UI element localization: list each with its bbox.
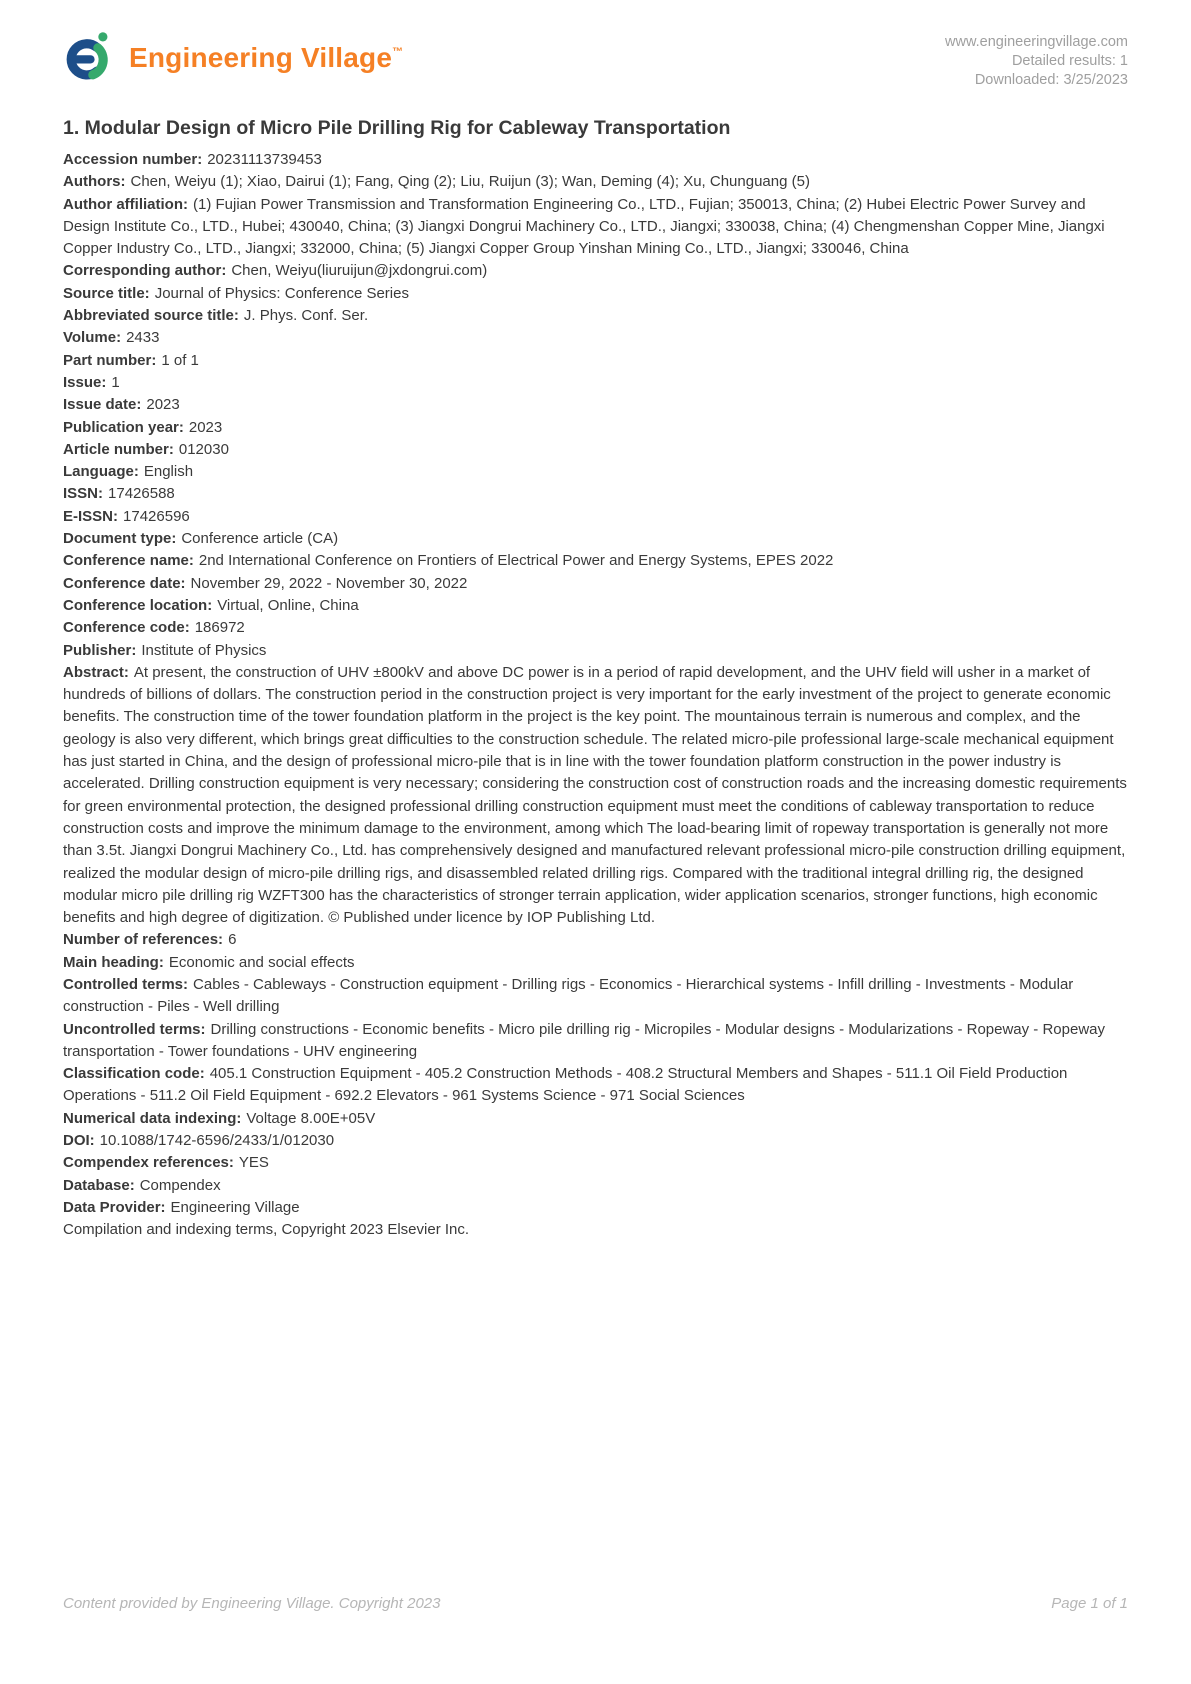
field-label: Uncontrolled terms: <box>63 1020 206 1038</box>
field-label: Controlled terms: <box>63 975 189 993</box>
field-label: ISSN: <box>63 485 104 503</box>
header-meta <box>945 30 1128 90</box>
trademark-symbol: ™ <box>392 45 404 58</box>
field-label: Number of references: <box>63 931 224 949</box>
field-label: Compendex references: <box>63 1154 234 1172</box>
field-corresponding-author <box>63 260 1128 282</box>
field-number-of-references <box>63 929 1128 951</box>
field-value: 17426588 <box>108 485 175 503</box>
field-numerical-data-indexing <box>63 1108 1128 1130</box>
field-value: 1 <box>111 373 120 391</box>
record-title: 1. Modular Design of Micro Pile Drilling Rig for Cableway Transportation <box>63 117 731 139</box>
field-label: Publisher: <box>63 641 137 659</box>
field-value: 10.1088/1742-6596/2433/1/012030 <box>99 1132 335 1150</box>
field-article-number <box>63 439 1128 461</box>
field-data-provider <box>63 1197 1128 1219</box>
field-abstract <box>63 662 1128 930</box>
field-issue <box>63 372 1128 394</box>
brand-text: Engineering Village <box>129 41 393 73</box>
field-publisher <box>63 640 1128 662</box>
field-label: Numerical data indexing: <box>63 1109 242 1127</box>
field-value: 6 <box>228 931 237 949</box>
field-doi <box>63 1130 1128 1152</box>
field-language <box>63 461 1128 483</box>
field-label: E-ISSN: <box>63 507 119 525</box>
field-label: Classification code: <box>63 1065 205 1083</box>
download-date: Downloaded: 3/25/2023 <box>974 72 1128 88</box>
brand-name <box>129 42 403 74</box>
field-value: Economic and social effects <box>168 953 355 971</box>
field-database <box>63 1175 1128 1197</box>
field-value: Chen, Weiyu(liuruijun@jxdongrui.com) <box>231 262 488 280</box>
field-value: Journal of Physics: Conference Series <box>154 284 409 302</box>
field-author-affiliation <box>63 194 1128 261</box>
field-part-number <box>63 350 1128 372</box>
ei-logo-icon <box>63 30 118 85</box>
field-value: 2023 <box>188 418 223 436</box>
field-label: Conference date: <box>63 574 186 592</box>
field-value: 20231113739453 <box>207 151 322 168</box>
record-detail <box>63 117 1128 1242</box>
field-label: Document type: <box>63 530 177 548</box>
field-value: 17426596 <box>123 507 190 525</box>
field-abbreviated-source-title <box>63 305 1128 327</box>
field-label: Article number: <box>63 440 174 458</box>
field-value: 2nd International Conference on Frontiers of Electrical Power and Energy Systems, EPES 2022 <box>198 552 834 570</box>
field-label: Conference location: <box>63 596 213 614</box>
field-conference-location <box>63 595 1128 617</box>
field-conference-code <box>63 617 1128 639</box>
field-value: 2023 <box>146 396 180 414</box>
field-label: Publication year: <box>63 418 184 436</box>
field-authors <box>63 171 1128 193</box>
page-header <box>63 30 1128 90</box>
field-label: Main heading: <box>63 953 164 971</box>
field-label: Database: <box>63 1176 135 1194</box>
field-value: Institute of Physics <box>141 641 267 659</box>
field-label: Abbreviated source title: <box>63 307 239 325</box>
field-value: At present, the construction of UHV ±800kV and above DC power is in a period of rapid development, and the UHV field will usher in a market of hundreds of billions of dollars. The construction period in the construction project is very important for the early investment of the project to generate economic benefits. The construction time of the tower foundation platform in the project is the key point. The mountainous terrain is numerous and complex, and the geology is also very different, which brings great difficulties to the construction schedule. The related micro-pile professional large-scale mechanical equipment has just started in China, and the design of professional micro-pile that is in line with the tower foundation platform construction in the power industry is accelerated. Drilling construction equipment is very necessary; considering the construction cost of construction roads and the increasing domestic requirements for green environmental protection, the designed professional drilling construction equipment must meet the conditions of cableway transportation to reduce construction costs and improve the minimum damage to the environment, among which The load-bearing limit of ropeway transportation is generally not more than 3.5t. Jiangxi Dongrui Machinery Co., Ltd. has comprehensively designed and manufactured relevant professional micro-pile construction drilling equipment, realized the modular design of micro-pile drilling rigs, and disassembled related drilling rigs. Compared with the traditional integral drilling rig, the designed modular micro pile drilling rig WZFT300 has the characteristics of stronger terrain application, wider application scenarios, stronger functions, high economic benefits and high degree of digitization. © Published under licence by IOP Publishing Ltd. <box>63 663 1127 927</box>
field-value: Voltage 8.00E+05V <box>246 1109 376 1127</box>
field-e-issn <box>63 506 1128 528</box>
field-publication-year <box>63 417 1128 439</box>
field-issn <box>63 483 1128 505</box>
field-label: Language: <box>63 463 139 481</box>
field-value: Cables - Cableways - Construction equipment - Drilling rigs - Economics - Hierarchical systems - Infill drilling - Investments - Modular construction - Piles - Well drilling <box>63 975 1074 1016</box>
field-conference-name <box>63 550 1128 572</box>
record-fields <box>63 149 1128 1219</box>
field-label: Data Provider: <box>63 1198 166 1216</box>
page-footer <box>63 1595 1128 1612</box>
field-value: YES <box>238 1154 269 1172</box>
footer-page-number: Page 1 of 1 <box>1051 1595 1128 1612</box>
field-label: Volume: <box>63 329 122 347</box>
compilation-note: Compilation and indexing terms, Copyright 2023 Elsevier Inc. <box>63 1221 470 1239</box>
field-label: Accession number: <box>63 151 203 168</box>
field-label: Corresponding author: <box>63 262 227 280</box>
field-label: Part number: <box>63 351 157 369</box>
field-label: Conference code: <box>63 619 190 637</box>
field-compendex-references <box>63 1152 1128 1174</box>
field-document-type <box>63 528 1128 550</box>
field-value: Virtual, Online, China <box>217 596 359 614</box>
field-controlled-terms <box>63 974 1128 1019</box>
field-label: Issue date: <box>63 396 142 414</box>
detailed-results-count: Detailed results: 1 <box>1011 53 1128 69</box>
field-label: Source title: <box>63 284 150 302</box>
field-conference-date <box>63 573 1128 595</box>
field-value: Engineering Village <box>170 1198 300 1216</box>
field-label: Conference name: <box>63 552 194 570</box>
field-label: Abstract: <box>63 663 129 681</box>
field-value: (1) Fujian Power Transmission and Transformation Engineering Co., LTD., Fujian; 350013, China; (2) Hubei Electric Power Survey and Design Institute Co., LTD., Hubei; 430040, China; (3) Jiangxi Dongrui Machinery Co., LTD., Jiangxi; 330038, China; (4) Chengmenshan Copper Mine, Jiangxi Copper Industry Co., LTD., Jiangxi; 332000, China; (5) Jiangxi Copper Group Yinshan Mining Co., LTD., Jiangxi; 330046, China <box>63 195 1105 258</box>
field-label: Issue: <box>63 373 107 391</box>
field-uncontrolled-terms <box>63 1019 1128 1064</box>
field-value: 405.1 Construction Equipment - 405.2 Construction Methods - 408.2 Structural Members and Shapes - 511.1 Oil Field Production Operations - 511.2 Oil Field Equipment - 692.2 Elevators - 961 Systems Science - 971 Social Sciences <box>63 1065 1068 1105</box>
field-value: English <box>143 463 194 481</box>
field-value: Chen, Weiyu (1); Xiao, Dairui (1); Fang, Qing (2); Liu, Ruijun (3); Wan, Deming (4); Xu, Chunguang (5) <box>130 173 810 191</box>
field-issue-date <box>63 394 1128 416</box>
field-label: Authors: <box>63 173 126 191</box>
field-accession-number <box>63 149 1128 171</box>
field-label: Author affiliation: <box>63 195 188 213</box>
field-value: 012030 <box>178 440 229 458</box>
field-volume <box>63 327 1128 349</box>
field-value: 1 of 1 <box>161 351 199 369</box>
field-classification-code <box>63 1063 1128 1108</box>
field-value: Drilling constructions - Economic benefits - Micro pile drilling rig - Micropiles - Modular designs - Modularizations - Ropeway - Ropeway transportation - Tower foundations - UHV engineering <box>63 1020 1106 1060</box>
field-value: 186972 <box>194 619 245 637</box>
footer-copyright: Content provided by Engineering Village. Copyright 2023 <box>63 1595 441 1612</box>
field-value: Compendex <box>139 1176 221 1194</box>
field-main-heading <box>63 952 1128 974</box>
field-source-title <box>63 283 1128 305</box>
field-label: DOI: <box>63 1132 95 1150</box>
site-url: www.engineeringvillage.com <box>945 34 1128 50</box>
field-value: Conference article (CA) <box>181 530 339 548</box>
engineering-village-logo <box>63 30 403 85</box>
field-value: 2433 <box>126 329 160 347</box>
field-value: J. Phys. Conf. Ser. <box>243 307 369 325</box>
field-value: November 29, 2022 - November 30, 2022 <box>190 574 468 592</box>
